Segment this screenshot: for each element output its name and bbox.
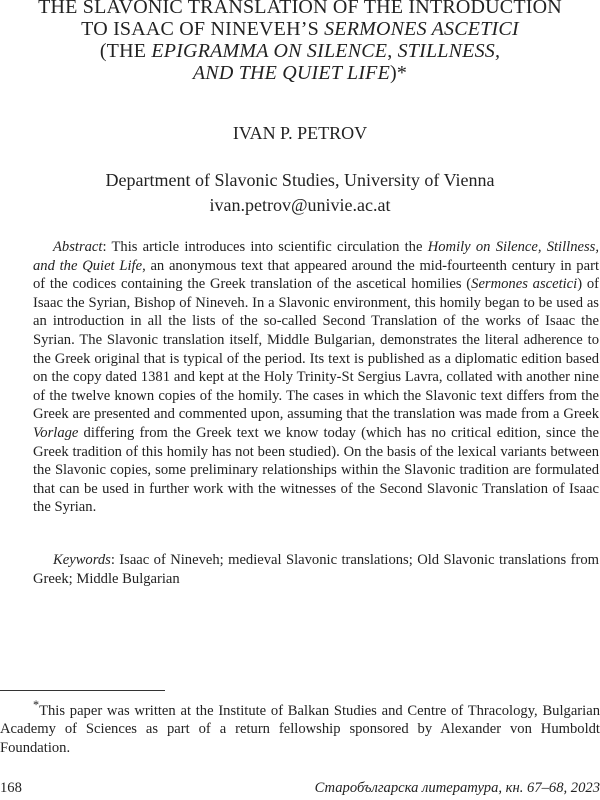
abstract-text-3: ) of Isaac the Syrian, Bishop of Nineveh. In a Slavonic environment, this homily began to be used as an introduction in all the lists of the so-called Second Translation of the works of Isaac the Syrian. The Slavonic translation itself, Middle Bulgarian, demonstrates the literal adherence to the Greek original that is typical of the period. Its text is published as a diplomatic edition based on the copy dated 1381 and kept at the Holy Trinity-St Sergius Lavra, collated with another nine of the twelve known copies of the homily. The cases in which the Slavonic text differs from the Greek are presented and commented upon, assuming that the translation was made from a Greek	[33, 276, 599, 423]
abstract-label: Abstract	[53, 239, 103, 255]
footnote-marker: *	[33, 698, 40, 712]
keywords-label: Keywords	[53, 552, 111, 568]
journal-running-footer: Старобългарска литература, кн. 67–68, 2023	[314, 780, 600, 796]
author-affiliation-block	[0, 168, 600, 218]
affiliation: Department of Slavonic Studies, University of Vienna	[105, 170, 495, 190]
title-line-3-text: (THE	[99, 40, 152, 62]
author-email[interactable]: ivan.petrov@univie.ac.at	[209, 195, 391, 215]
article-title	[0, 0, 600, 84]
title-epigramma-italic: EPIGRAMMA ON SILENCE	[151, 40, 388, 62]
title-line-3-sep: ,	[387, 40, 398, 62]
keywords-paragraph	[33, 551, 599, 588]
title-stillness-italic: STILLNESS,	[397, 40, 501, 62]
title-line-1: THE SLAVONIC TRANSLATION OF THE INTRODUCTION	[38, 0, 562, 18]
abstract-text-4: differing from the Greek text we know today (which has no critical edition, since the Greek tradition of this homily has not been studied). On the basis of the lexical variants between the Slavonic copies, some preliminary relationships within the Slavonic tradition are formulated that can be used in further work with the witnesses of the Second Slavonic Translation of Isaac the Syrian.	[33, 424, 599, 516]
title-quiet-life-italic: AND THE QUIET LIFE	[192, 62, 391, 84]
abstract-text-1: : This article introduces into scientific circulation the	[102, 239, 428, 255]
title-line-2-text: TO ISAAC OF NINEVEH’S	[81, 18, 325, 40]
footnote-text: This paper was written at the Institute of Balkan Studies and Centre of Thracology, Bulgarian Academy of Sciences as part of a return fellowship sponsored by Alexander von Humboldt Foundation.	[0, 702, 600, 757]
title-line-4-suffix: )*	[390, 62, 408, 84]
page-number: 168	[0, 780, 22, 796]
title-line-2	[0, 18, 600, 40]
abstract-paragraph	[33, 238, 599, 517]
title-sermones-italic: SERMONES ASCETICI	[324, 18, 519, 40]
abstract-sermones: Sermones ascetici	[471, 276, 578, 293]
abstract-homily-title: Homily on Silence, Stillness, and the Quiet Life	[33, 239, 599, 274]
title-line-4	[0, 62, 600, 84]
author-name: IVAN P. PETROV	[232, 123, 368, 143]
abstract-text-2: , an anonymous text that appeared around the mid-fourteenth century in part of the codices containing the Greek translation of the ascetical homilies (	[33, 257, 599, 293]
keywords-text: : Isaac of Nineveh; medieval Slavonic translations; Old Slavonic translations from Greek; Middle Bulgarian	[33, 552, 599, 587]
title-line-3	[0, 40, 600, 62]
abstract-vorlage: Vorlage	[33, 424, 79, 441]
footnote-divider	[0, 690, 165, 691]
footnote	[0, 696, 600, 758]
